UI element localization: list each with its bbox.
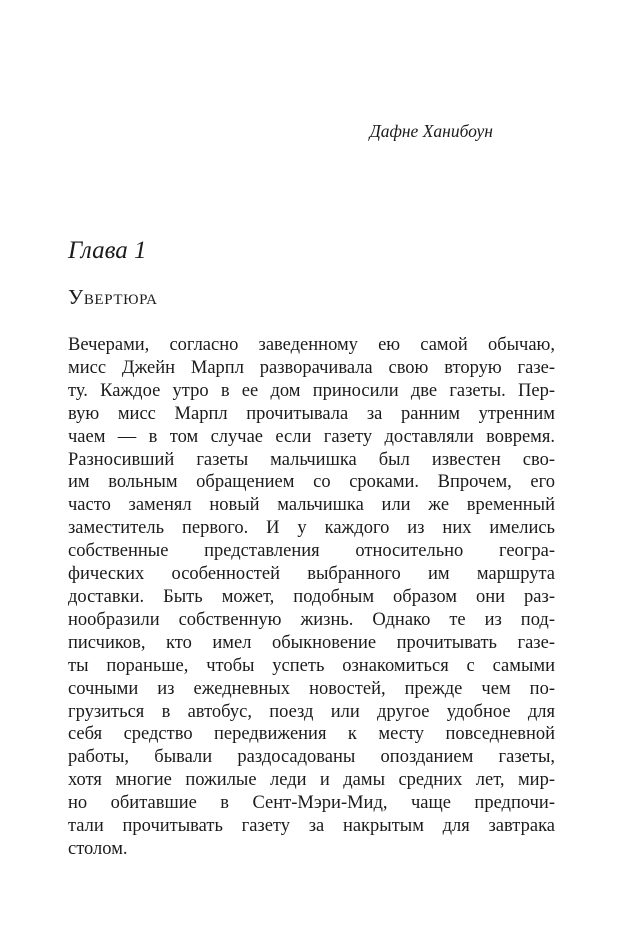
body-line: вую мисс Марпл прочитывала за ранним утренним [68,403,555,424]
body-line: им вольным обращением со сроками. Впрочем, его [68,472,555,493]
body-text [68,334,555,861]
dedication-text: Дафне Ханибоун [369,121,493,141]
body-line: себя средство передвижения к месту повседневной [68,724,555,745]
body-line: столом. [68,838,128,859]
body-line: писчиков, кто имел обыкновение прочитывать газе- [68,632,555,653]
body-line: собственные представления относительно геогра- [68,541,555,562]
body-line: ту. Каждое утро в ее дом приносили две газеты. Пер- [68,380,555,401]
body-line: Вечерами, согласно заведенному ею самой обычаю, [68,335,555,355]
body-line: тали прочитывать газету за накрытым для завтрака [68,816,555,837]
body-line: грузиться в автобус, поезд или другое удобное для [68,701,555,722]
body-line: заместитель первого. И у каждого из них имелись [68,518,555,539]
body-line: часто заменял новый мальчишка или же временный [68,495,555,516]
body-line: сочными из ежедневных новостей, прежде чем по- [68,678,555,699]
body-line: нообразили собственную жизнь. Однако те из под- [68,609,555,630]
body-line: доставки. Быть может, подобным образом они раз- [68,586,555,607]
body-line: Разносивший газеты мальчишка был известен сво- [68,449,555,470]
body-line: фических особенностей выбранного им маршрута [68,564,555,585]
body-line: ты пораньше, чтобы успеть ознакомиться с самыми [68,655,555,676]
section-title: Увертюра [68,285,158,309]
chapter-title: Глава 1 [68,237,147,264]
body-line: но обитавшие в Сент-Мэри-Мид, чаще предпочи- [68,793,555,814]
body-line: чаем — в том случае если газету доставляли вовремя. [68,426,555,447]
body-line: хотя многие пожилые леди и дамы средних лет, мир- [68,770,555,791]
body-line: мисс Джейн Марпл разворачивала свою вторую газе- [68,357,555,378]
body-line: работы, бывали раздосадованы опозданием газеты, [68,747,555,768]
